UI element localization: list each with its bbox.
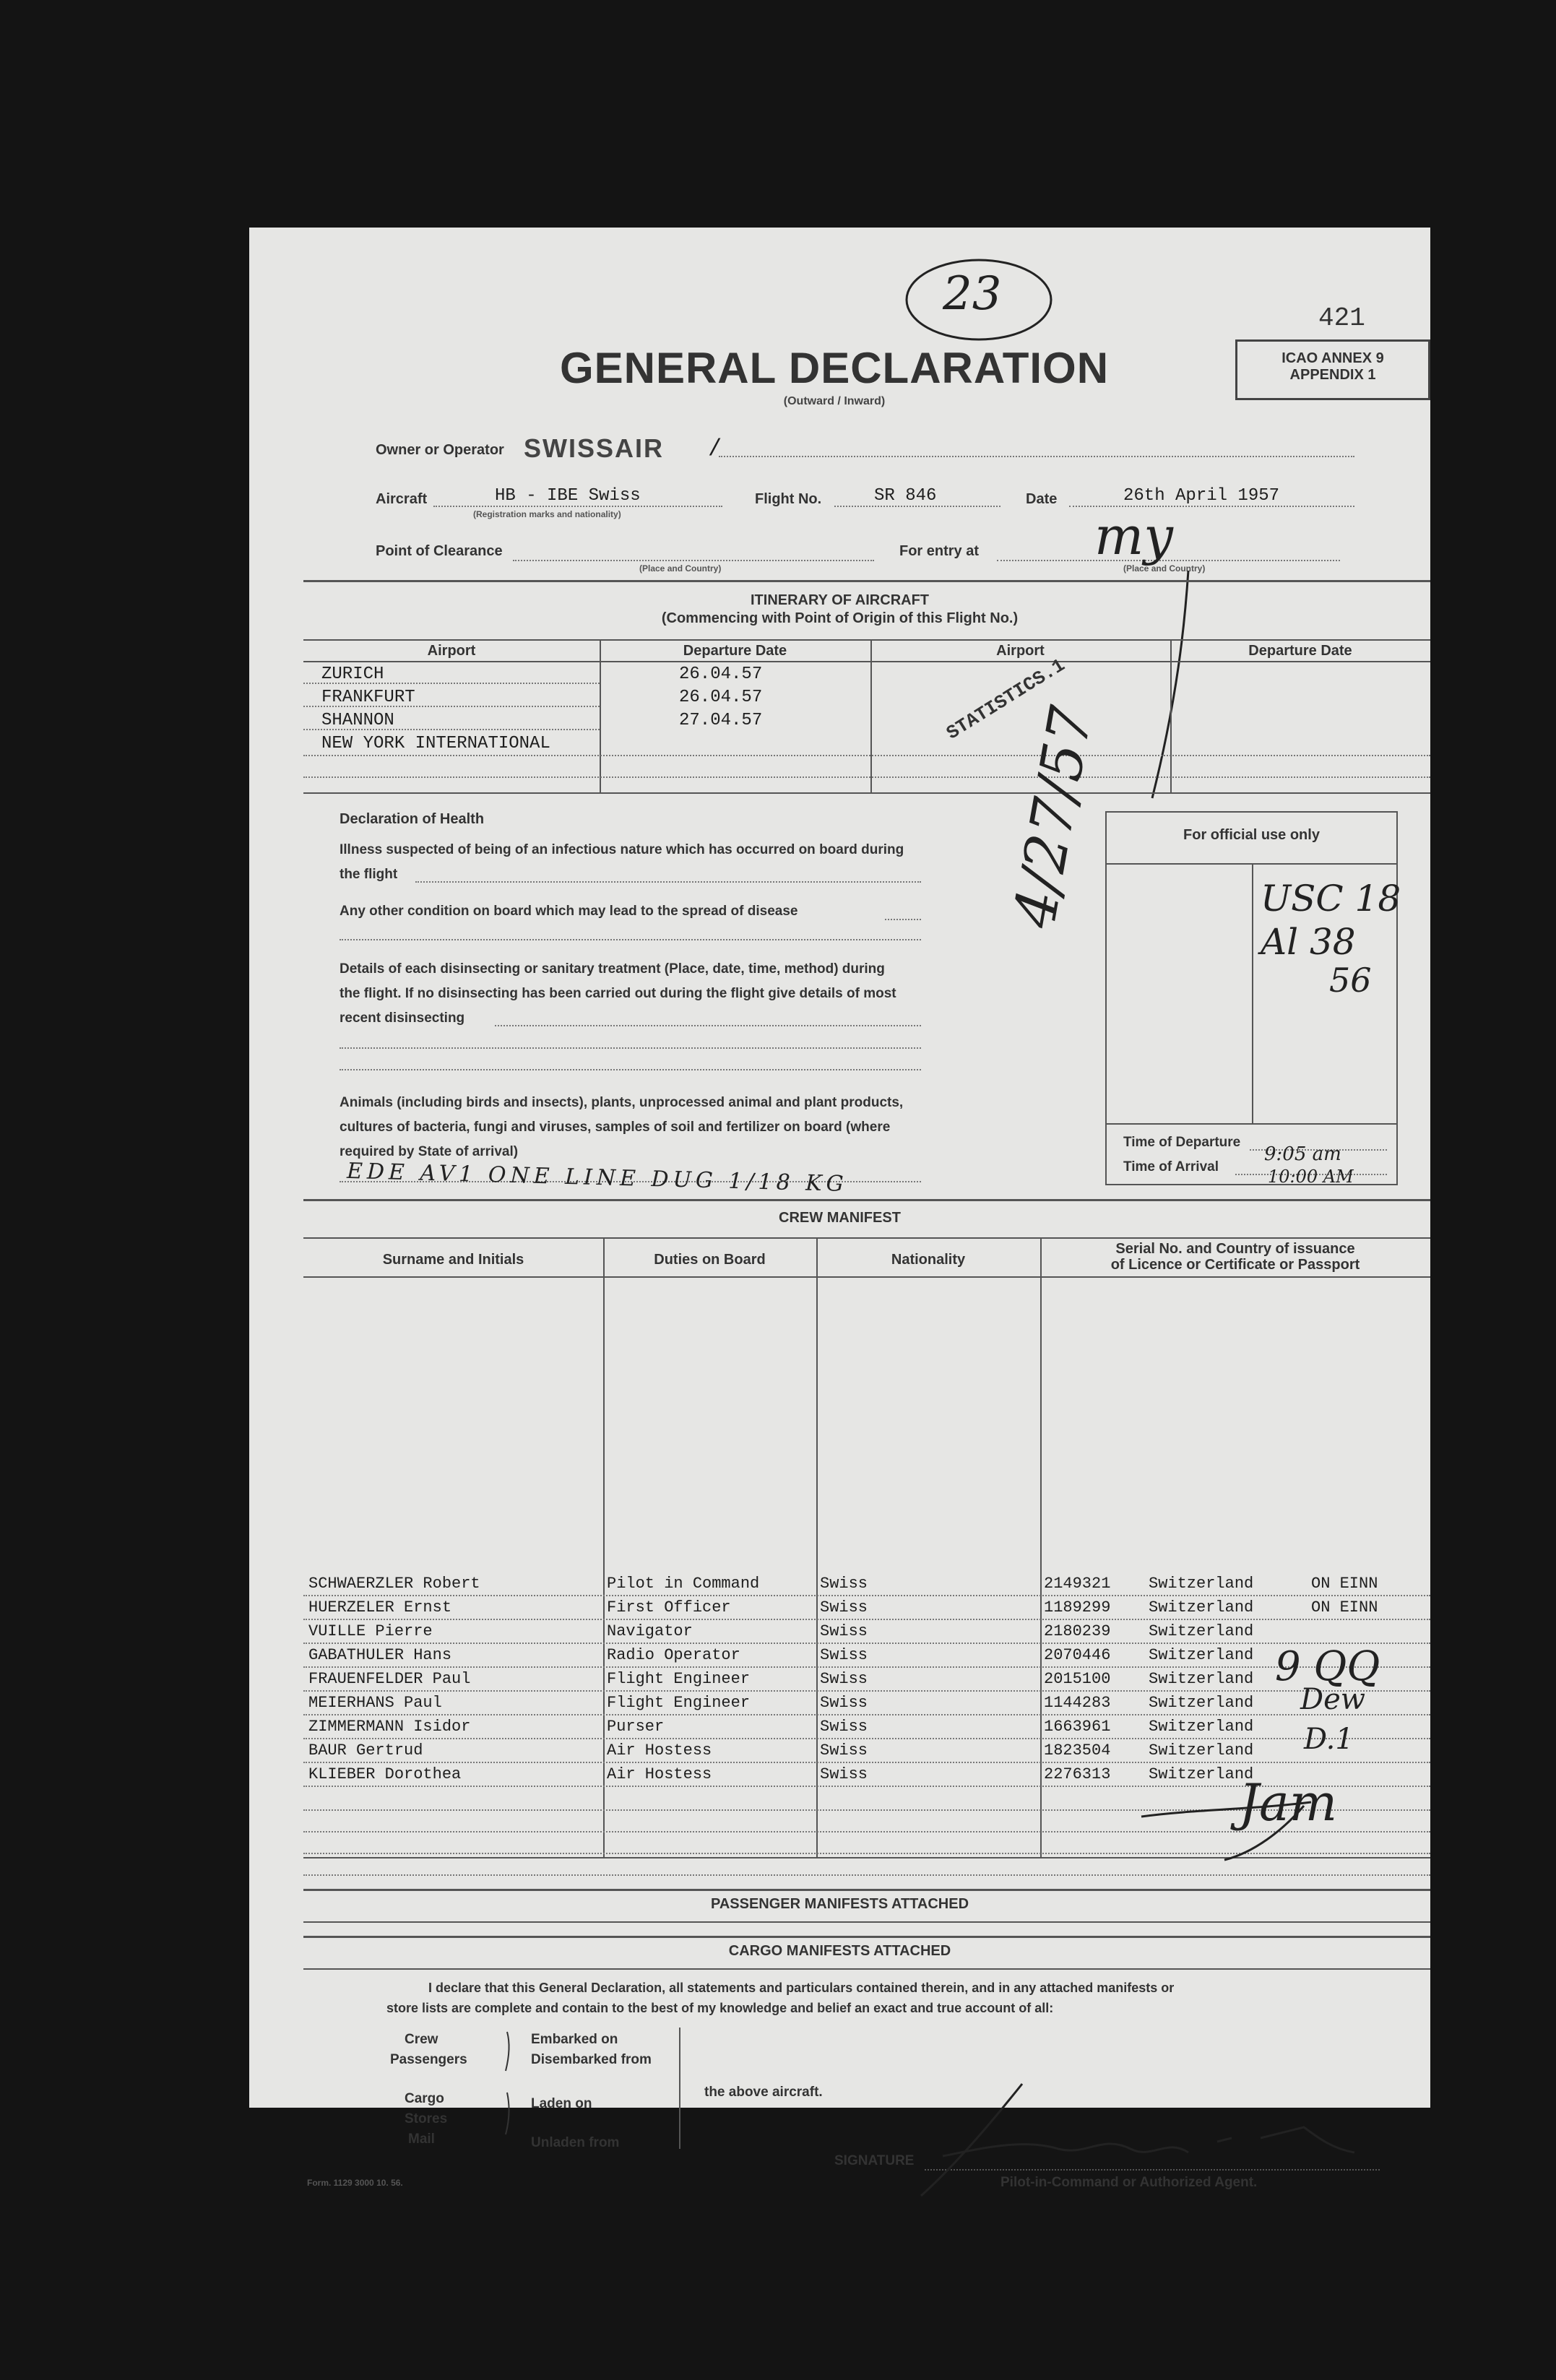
divider — [303, 661, 1430, 662]
arrival-label: Time of Arrival — [1123, 1159, 1219, 1174]
row-line — [303, 1666, 1430, 1668]
col-airport-2: Airport — [996, 643, 1045, 659]
itinerary-airport: FRANKFURT — [321, 688, 415, 707]
row-line — [303, 755, 1430, 756]
flight-value: SR 846 — [874, 486, 937, 506]
official-hand-line1: USC 18 — [1261, 878, 1401, 919]
declaration-line2: store lists are complete and contain to the best of my knowledge and belief an exact and true account of all: — [386, 2001, 1054, 2015]
crew-country: Switzerland — [1149, 1741, 1254, 1760]
divider — [303, 1237, 1430, 1239]
crew-duty: Purser — [607, 1718, 665, 1736]
crew-serial: 1189299 — [1044, 1598, 1111, 1617]
crew-nationality: Swiss — [820, 1694, 868, 1712]
health-q2: Any other condition on board which may lead to the spread of disease — [340, 904, 798, 919]
crew-name: MEIERHANS Paul — [308, 1694, 442, 1712]
row-line — [303, 1595, 1430, 1596]
health-q1-line2: the flight — [340, 867, 398, 882]
crew-duty: First Officer — [607, 1598, 731, 1617]
divider — [303, 580, 1430, 582]
health-q4-line2: cultures of bacteria, fungi and viruses, samples of soil and fertilizer on board (where — [340, 1120, 891, 1135]
signer-label: Pilot-in-Command or Authorized Agent. — [1000, 2175, 1258, 2190]
itinerary-title: ITINERARY OF AIRCRAFT — [750, 592, 930, 608]
crew-nationality: Swiss — [820, 1575, 868, 1593]
health-q3-line1: Details of each disinsecting or sanitary treatment (Place, date, time, method) during — [340, 961, 885, 977]
declaration-above: the above aircraft. — [704, 2085, 823, 2100]
aircraft-line — [433, 506, 722, 507]
row-line — [303, 1738, 1430, 1739]
crew-serial: 2015100 — [1044, 1670, 1111, 1688]
col-duties: Duties on Board — [654, 1252, 766, 1268]
official-title: For official use only — [1183, 827, 1320, 843]
clearance-sub: (Place and Country) — [639, 563, 722, 574]
official-hand-date: 4/27/57 — [1000, 701, 1106, 933]
aircraft-label: Aircraft — [376, 491, 428, 507]
health-q4-hand: EDE AV1 ONE LINE DUG 1/18 KG — [346, 1158, 849, 1198]
declaration-passengers: Passengers — [390, 2052, 467, 2067]
divider — [303, 1199, 1430, 1201]
divider — [303, 1889, 1430, 1891]
owner-slash: / — [708, 436, 722, 462]
health-q3-line3: recent disinsecting — [340, 1011, 465, 1026]
owner-value: SWISSAIR — [524, 433, 665, 463]
col-nationality: Nationality — [891, 1252, 966, 1268]
answer-line — [340, 939, 921, 940]
divider — [1040, 1237, 1042, 1857]
divider — [1170, 639, 1172, 792]
crew-country: Switzerland — [1149, 1646, 1254, 1664]
circled-number: 23 — [943, 267, 1002, 321]
declaration-laden: Laden on — [531, 2096, 592, 2111]
col-departure: Departure Date — [683, 643, 787, 659]
crew-name: VUILLE Pierre — [308, 1622, 433, 1640]
crew-serial: 1823504 — [1044, 1741, 1111, 1760]
declaration-embarked: Embarked on — [531, 2032, 618, 2047]
annex-line1: ICAO ANNEX 9 — [1281, 350, 1384, 366]
health-q4-line1: Animals (including birds and insects), plants, unprocessed animal and plant products, — [340, 1095, 904, 1110]
crew-nationality: Swiss — [820, 1646, 868, 1664]
col-airport: Airport — [427, 643, 476, 659]
divider — [603, 1237, 605, 1857]
signature-label: SIGNATURE — [834, 2153, 915, 2168]
crew-duty: Navigator — [607, 1622, 693, 1640]
annex-line2: APPENDIX 1 — [1289, 367, 1376, 383]
official-hand-line2: Al 38 — [1261, 921, 1356, 963]
itinerary-airport: NEW YORK INTERNATIONAL — [321, 734, 550, 753]
page-number: 421 — [1318, 303, 1365, 333]
crew-name: KLIEBER Dorothea — [308, 1765, 462, 1783]
row-line — [303, 729, 600, 730]
divider — [303, 1968, 1430, 1970]
answer-line — [340, 1069, 921, 1070]
crew-serial: 1663961 — [1044, 1718, 1111, 1736]
crew-duty: Flight Engineer — [607, 1694, 751, 1712]
crew-serial: 2070446 — [1044, 1646, 1111, 1664]
col-name: Surname and Initials — [382, 1252, 524, 1268]
crew-serial: 2276313 — [1044, 1765, 1111, 1783]
declaration-stores: Stores — [405, 2111, 448, 2126]
crew-duty: Pilot in Command — [607, 1575, 760, 1593]
declaration-mail: Mail — [408, 2132, 435, 2147]
entry-label: For entry at — [899, 543, 980, 559]
itinerary-airport: SHANNON — [321, 711, 394, 730]
aircraft-sub: (Registration marks and nationality) — [473, 509, 621, 519]
flight-line — [834, 506, 1000, 507]
row-line — [303, 1762, 1430, 1763]
divider — [1105, 1123, 1398, 1125]
crew-nationality: Swiss — [820, 1741, 868, 1760]
row-line — [303, 1690, 1430, 1692]
cargo-manifest-label: CARGO MANIFESTS ATTACHED — [728, 1943, 951, 1959]
health-q4-line3: required by State of arrival) — [340, 1144, 519, 1159]
divider — [870, 639, 872, 792]
arrival-hand-1: 9:05 am — [1264, 1143, 1341, 1165]
crew-hand-note3: D.1 — [1304, 1723, 1354, 1756]
declaration-unladen: Unladen from — [531, 2135, 620, 2150]
answer-line — [495, 1025, 921, 1026]
crew-nationality: Swiss — [820, 1598, 868, 1617]
divider — [303, 639, 1430, 641]
crew-nationality: Swiss — [820, 1622, 868, 1640]
col-departure-2: Departure Date — [1248, 643, 1352, 659]
row-line — [303, 1874, 1430, 1876]
divider — [303, 1936, 1430, 1938]
crew-country: Switzerland — [1149, 1670, 1254, 1688]
row-line — [303, 683, 600, 684]
crew-country: Switzerland — [1149, 1575, 1254, 1593]
itinerary-subtitle: (Commencing with Point of Origin of this Flight No.) — [661, 610, 1019, 626]
annex-box — [1235, 339, 1430, 400]
crew-duty: Flight Engineer — [607, 1670, 751, 1688]
date-label: Date — [1026, 491, 1058, 507]
clearance-label: Point of Clearance — [376, 543, 503, 559]
official-hand-line3: 56 — [1329, 961, 1372, 1000]
health-q3-line2: the flight. If no disinsecting has been carried out during the flight give details of most — [340, 986, 896, 1001]
row-line — [303, 1714, 1430, 1715]
crew-country: Switzerland — [1149, 1622, 1254, 1640]
itinerary-airport: ZURICH — [321, 665, 384, 684]
brace-marks — [498, 2026, 520, 2156]
crew-country: Switzerland — [1149, 1694, 1254, 1712]
entry-sub: (Place and Country) — [1123, 563, 1206, 574]
health-heading: Declaration of Health — [340, 811, 485, 827]
flight-label: Flight No. — [755, 491, 822, 507]
crew-serial: 1144283 — [1044, 1694, 1111, 1712]
crew-serial: 2180239 — [1044, 1622, 1111, 1640]
crew-name: ZIMMERMANN Isidor — [308, 1718, 471, 1736]
crew-hand-sig: Jam — [1239, 1773, 1338, 1832]
row-line — [303, 706, 600, 707]
divider — [303, 792, 1430, 794]
crew-title: CREW MANIFEST — [779, 1210, 901, 1226]
row-line — [303, 776, 1430, 778]
crew-name: HUERZELER Ernst — [308, 1598, 452, 1617]
departure-label: Time of Departure — [1123, 1135, 1241, 1150]
declaration-cargo: Cargo — [405, 2091, 444, 2106]
row-line — [303, 1643, 1430, 1644]
date-value: 26th April 1957 — [1123, 486, 1280, 506]
crew-name: GABATHULER Hans — [308, 1646, 452, 1664]
col-serial-line2: of Licence or Certificate or Passport — [1110, 1257, 1360, 1273]
crew-country: Switzerland — [1149, 1718, 1254, 1736]
crew-note: ON EINN — [1311, 1575, 1378, 1593]
passenger-manifest-label: PASSENGER MANIFESTS ATTACHED — [710, 1896, 969, 1912]
arrival-hand-2: 10:00 AM — [1268, 1167, 1354, 1187]
answer-line — [415, 881, 921, 883]
health-q1-line1: Illness suspected of being of an infectious nature which has occurred on board during — [340, 842, 904, 857]
crew-serial: 2149321 — [1044, 1575, 1111, 1593]
crew-nationality: Swiss — [820, 1765, 868, 1783]
crew-country: Switzerland — [1149, 1598, 1254, 1617]
itinerary-date: 26.04.57 — [679, 688, 763, 707]
owner-label: Owner or Operator — [376, 442, 504, 458]
declaration-form — [249, 228, 1430, 2190]
col-serial-line1: Serial No. and Country of issuance — [1115, 1241, 1355, 1257]
entry-hand: my — [1094, 506, 1173, 566]
crew-country: Switzerland — [1149, 1765, 1254, 1783]
declaration-disembarked: Disembarked from — [531, 2052, 652, 2067]
answer-line — [885, 919, 921, 920]
form-number: Form. 1129 3000 10. 56. — [307, 2178, 403, 2188]
declaration-line1: I declare that this General Declaration, all statements and particulars contained therein, and in any attached manifests or — [428, 1981, 1175, 1995]
crew-hand-note2: Dew — [1300, 1683, 1365, 1716]
crew-nationality: Swiss — [820, 1670, 868, 1688]
crew-hand-stroke — [1138, 1788, 1326, 1867]
aircraft-value: HB - IBE Swiss — [495, 486, 641, 506]
owner-line — [719, 456, 1354, 457]
clearance-line — [513, 560, 874, 561]
itinerary-date: 26.04.57 — [679, 665, 763, 684]
statistics-stamp: STATISTICS.1 — [943, 654, 1069, 745]
crew-name: SCHWAERZLER Robert — [308, 1575, 480, 1593]
crew-hand-note1: 9 QQ — [1275, 1643, 1380, 1690]
divider — [679, 2028, 680, 2149]
page-subtitle: (Outward / Inward) — [783, 395, 886, 407]
divider — [600, 639, 601, 792]
crew-name: FRAUENFELDER Paul — [308, 1670, 471, 1688]
page-title: GENERAL DECLARATION — [559, 344, 1110, 392]
divider — [303, 1276, 1430, 1278]
divider — [303, 1921, 1430, 1923]
divider — [1252, 863, 1253, 1123]
crew-name: BAUR Gertrud — [308, 1741, 423, 1760]
divider — [816, 1237, 818, 1857]
crew-duty: Radio Operator — [607, 1646, 740, 1664]
crew-duty: Air Hostess — [607, 1741, 712, 1760]
crew-note: ON EINN — [1311, 1598, 1378, 1617]
itinerary-date: 27.04.57 — [679, 711, 763, 730]
crew-duty: Air Hostess — [607, 1765, 712, 1783]
declaration-crew: Crew — [405, 2032, 438, 2047]
crew-nationality: Swiss — [820, 1718, 868, 1736]
row-line — [303, 1619, 1430, 1620]
answer-line — [340, 1047, 921, 1049]
